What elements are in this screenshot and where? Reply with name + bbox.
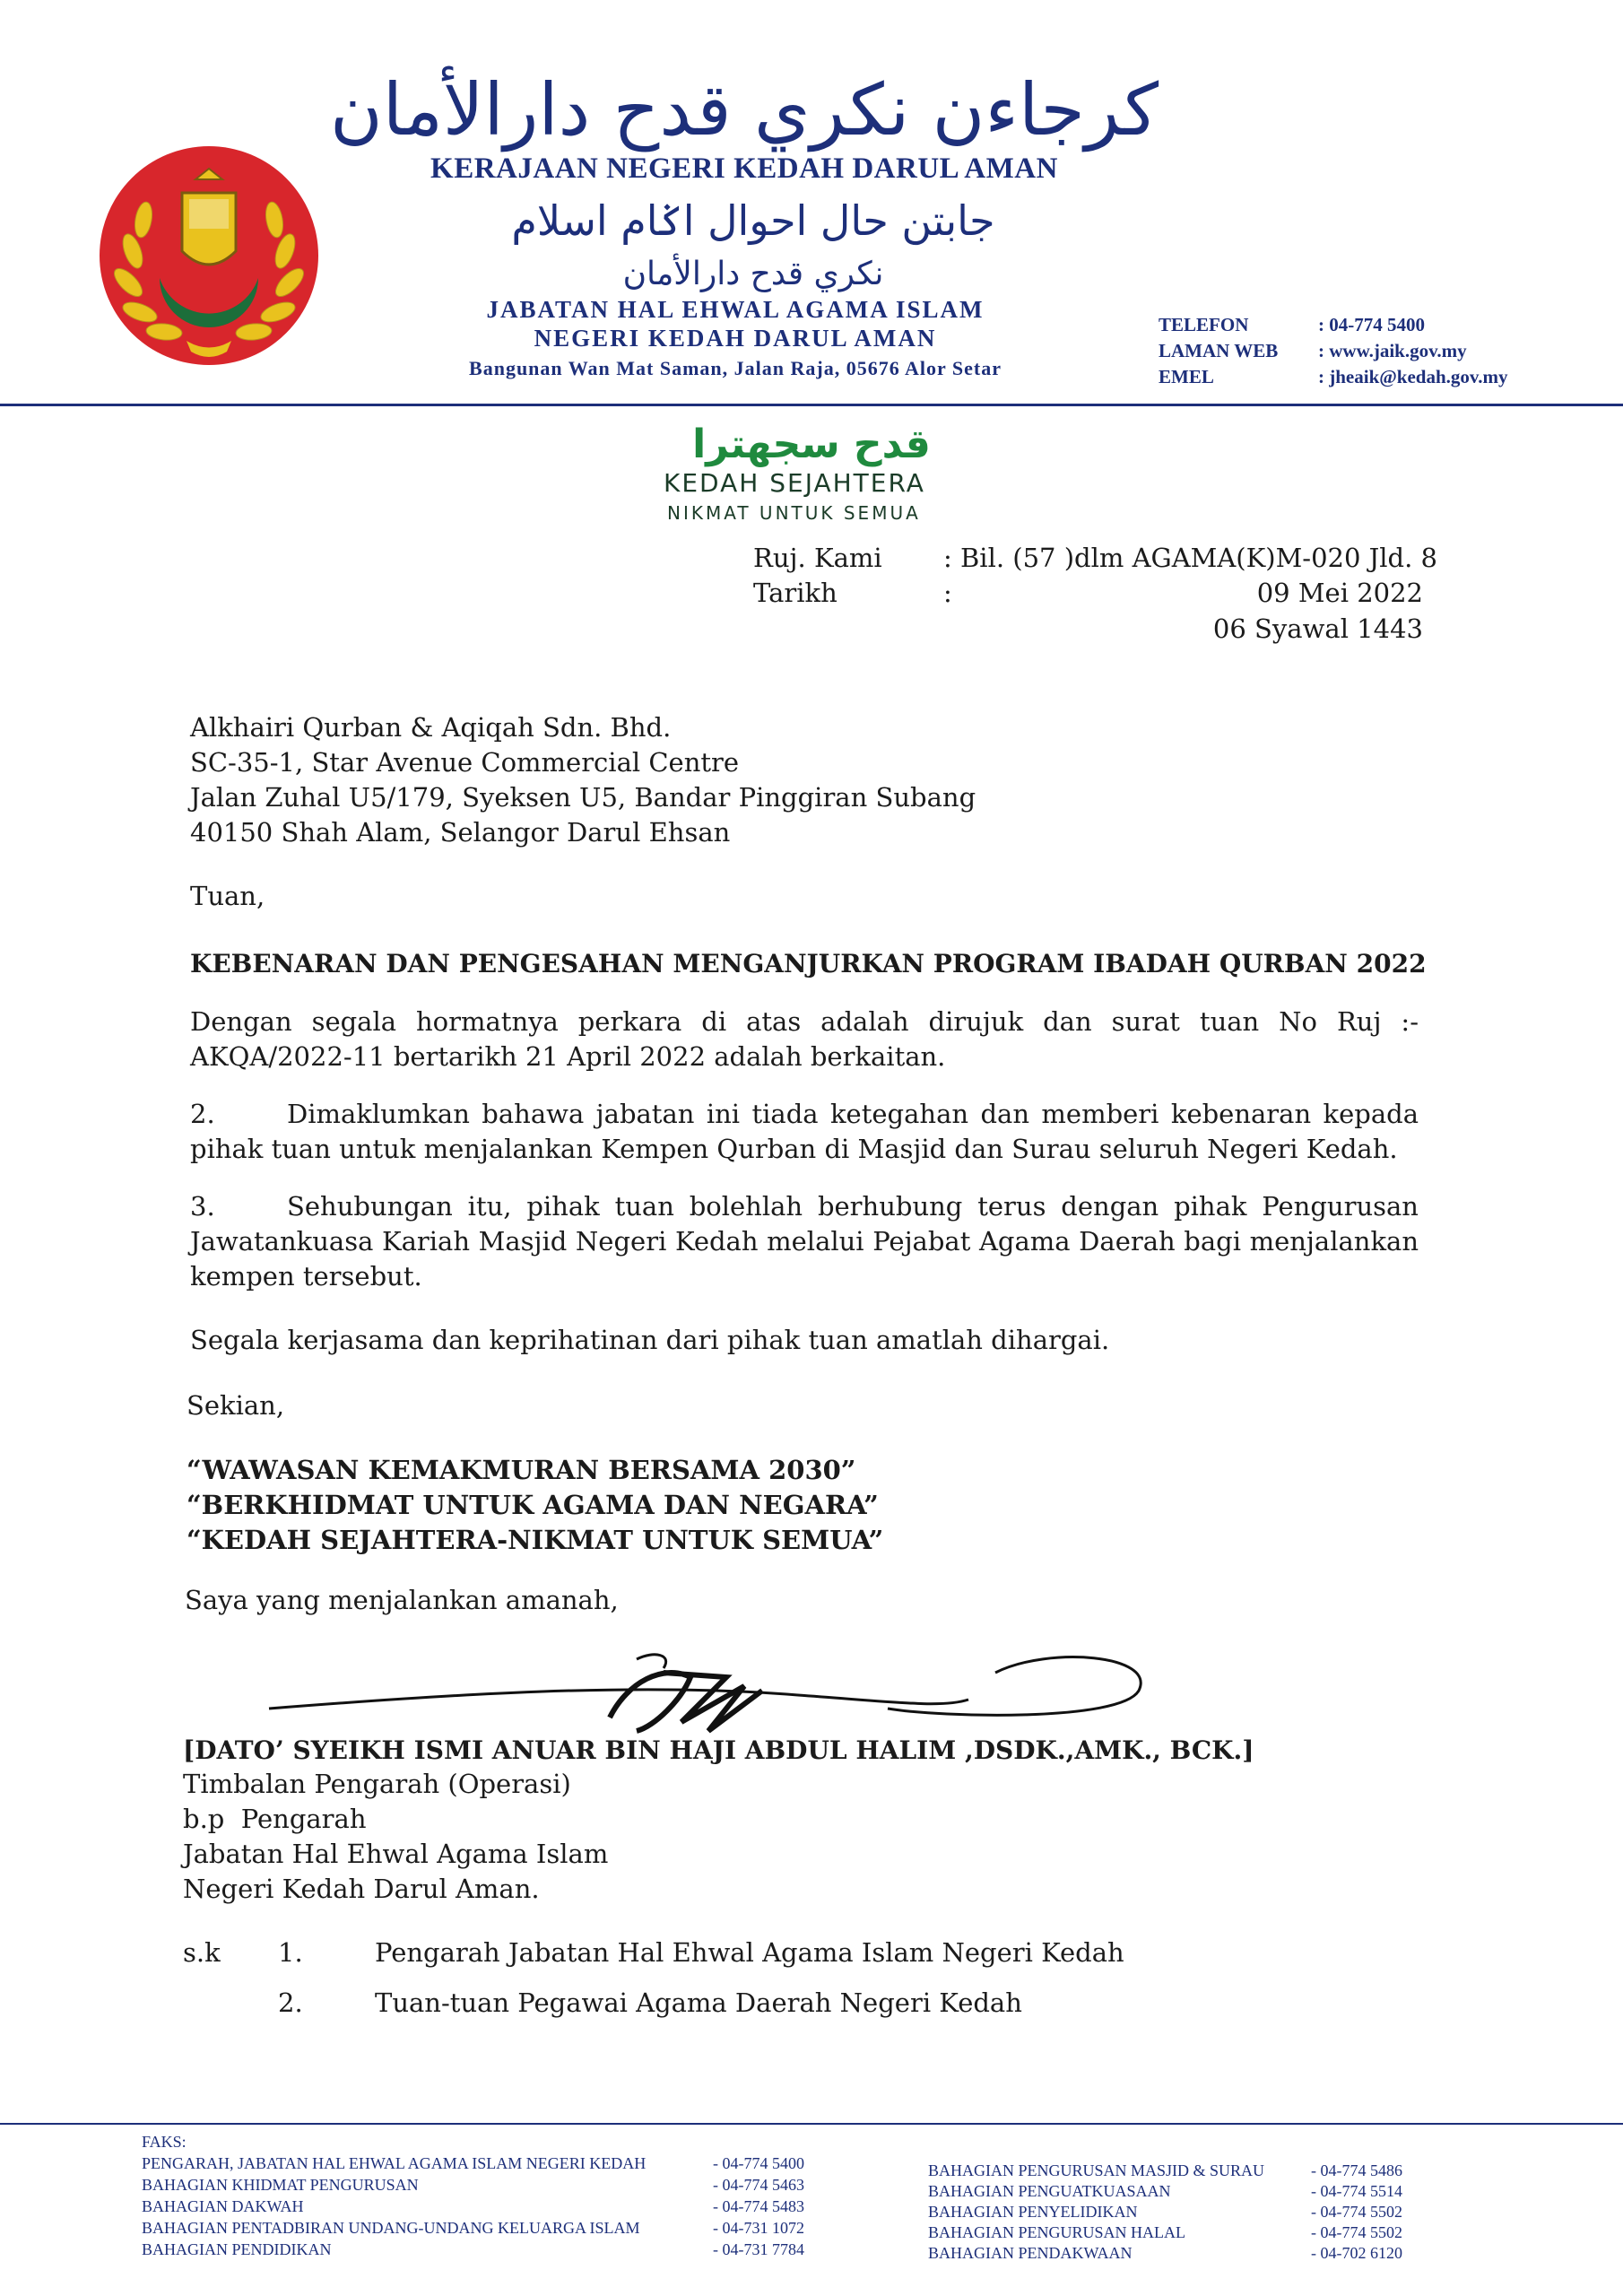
fax-entry-name: BAHAGIAN PENDAKWAAN [928,2244,1133,2262]
cc-item-text: Tuan-tuan Pegawai Agama Daerah Negeri Kedah [375,1987,1022,2018]
date-colon: : [943,578,952,608]
department-address: Bangunan Wan Mat Saman, Jalan Raja, 05676 Alor Setar [469,357,1002,379]
svg-text:جابتن حال احوال اݢام اسلام: جابتن حال احوال اݢام اسلام [511,196,995,245]
date-gregorian: 09 Mei 2022 [1256,578,1423,608]
salutation: Tuan, [190,881,265,911]
paragraph-2: Dimaklumkan bahawa jabatan ini tiada ketegahan dan memberi kebenaran kepada pihak tuan untuk menjalankan Kempen Qurban di Masjid dan Surau seluruh Negeri Kedah. [190,1099,1419,1164]
department-line-1: JABATAN HAL EHWAL AGAMA ISLAM [486,296,985,323]
slogan-kedah-sejahtera: KEDAH SEJAHTERA [664,468,925,498]
jawi-department-name [484,188,1022,251]
closing: Sekian, [187,1390,285,1421]
signatory-bp: b.p Pengarah [183,1804,367,1834]
fax-entry-number: - 04-774 5502 [1311,2203,1402,2221]
svg-text:قدح سجهترا: قدح سجهترا [692,422,931,467]
fax-entry-number: - 04-731 7784 [713,2240,804,2258]
paragraph-4: Segala kerjasama dan keprihatinan dari pihak tuan amatlah dihargai. [190,1325,1110,1355]
cc-label: s.k [183,1937,221,1968]
recipient-line: Jalan Zuhal U5/179, Syeksen U5, Bandar Pinggiran Subang [190,782,976,813]
fax-label: FAKS: [142,2133,187,2151]
fax-entry-name: BAHAGIAN PENYELIDIKAN [928,2203,1138,2221]
fax-entry-number: - 04-774 5463 [713,2176,804,2194]
svg-text:كرجاءن نكري قدح دارالأمان: كرجاءن نكري قدح دارالأمان [329,68,1159,152]
handwritten-signature [260,1646,1157,1744]
signatory-department: Jabatan Hal Ehwal Agama Islam [183,1839,609,1869]
recipient-line: SC-35-1, Star Avenue Commercial Centre [190,747,740,778]
ref-number: : Bil. (57 )dlm AGAMA(K)M-020 Jld. 8 [943,543,1437,573]
department-line-2: NEGERI KEDAH DARUL AMAN [534,325,937,352]
date-label: Tarikh [753,578,838,608]
fax-entry-number: - 04-774 5483 [713,2197,804,2215]
fax-entry-number: - 04-774 5502 [1311,2223,1402,2241]
fax-entry-number: - 04-774 5486 [1311,2161,1402,2179]
fax-entry-number: - 04-774 5514 [1311,2182,1402,2200]
fax-entry-name: BAHAGIAN PENGUATKUASAAN [928,2182,1171,2200]
fax-entry-number: - 04-774 5400 [713,2154,804,2172]
fax-entry-name: BAHAGIAN PENTADBIRAN UNDANG-UNDANG KELUARGA ISLAM [142,2219,640,2237]
motto-line: “KEDAH SEJAHTERA-NIKMAT UNTUK SEMUA” [187,1525,884,1555]
jawi-state-name [619,247,888,296]
letter-subject: KEBENARAN DAN PENGESAHAN MENGANJURKAN PROGRAM IBADAH QURBAN 2022 [190,949,1427,978]
fax-entry-name: BAHAGIAN KHIDMAT PENGURUSAN [142,2176,419,2194]
signatory-name: [DATO’ SYEIKH ISMI ANUAR BIN HAJI ABDUL HALIM ,DSDK.,AMK., BCK.] [183,1735,1254,1765]
cc-item-number: 1. [278,1937,303,1968]
signatory-title: Timbalan Pengarah (Operasi) [183,1769,571,1799]
slogan-nikmat-untuk-semua: NIKMAT UNTUK SEMUA [667,502,921,524]
fax-entry-number: - 04-702 6120 [1311,2244,1402,2262]
fax-entry-name: BAHAGIAN PENGURUSAN MASJID & SURAU [928,2161,1265,2179]
signatory-state: Negeri Kedah Darul Aman. [183,1874,540,1904]
cc-item-number: 2. [278,1987,303,2018]
cc-item-text: Pengarah Jabatan Hal Ehwal Agama Islam Negeri Kedah [375,1937,1124,1968]
svg-text:نكري قدح دارالأمان: نكري قدح دارالأمان [622,256,884,292]
kedah-sejahtera-logo [664,417,959,466]
paragraph-3: Sehubungan itu, pihak tuan bolehlah berhubung terus dengan pihak Pengurusan Jawatankuasa Kariah Masjid Negeri Kedah melalui Pejabat Agama Daerah bagi menjalankan kempen tersebut. [190,1191,1419,1292]
motto-line: “BERKHIDMAT UNTUK AGAMA DAN NEGARA” [187,1490,879,1520]
fax-entry-name: BAHAGIAN DAKWAH [142,2197,304,2215]
fax-entry-name: BAHAGIAN PENGURUSAN HALAL [928,2223,1185,2241]
government-name: KERAJAAN NEGERI KEDAH DARUL AMAN [430,152,1058,185]
paragraph-2-number: 2. [190,1099,215,1129]
fax-entry-number: - 04-731 1072 [713,2219,804,2237]
paragraph-1: Dengan segala hormatnya perkara di atas adalah dirujuk dan surat tuan No Ruj :- AKQA/2022-11 bertarikh 21 April 2022 adalah berkaitan. [190,1006,1419,1072]
date-hijri: 06 Syawal 1443 [1212,613,1423,644]
motto-line: “WAWASAN KEMAKMURAN BERSAMA 2030” [187,1455,856,1485]
footer-divider [0,2123,1623,2125]
jawi-government-banner [329,54,1159,161]
fax-entry-name: BAHAGIAN PENDIDIKAN [142,2240,332,2258]
fax-entry-name: PENGARAH, JABATAN HAL EHWAL AGAMA ISLAM NEGERI KEDAH [142,2154,647,2172]
ref-label: Ruj. Kami [753,543,882,573]
header-divider [0,404,1623,406]
trust-line: Saya yang menjalankan amanah, [185,1585,619,1615]
kedah-state-crest-icon [97,144,321,377]
recipient-line: 40150 Shah Alam, Selangor Darul Ehsan [190,817,731,848]
recipient-line: Alkhairi Qurban & Aqiqah Sdn. Bhd. [190,712,672,743]
paragraph-3-number: 3. [190,1191,215,1222]
